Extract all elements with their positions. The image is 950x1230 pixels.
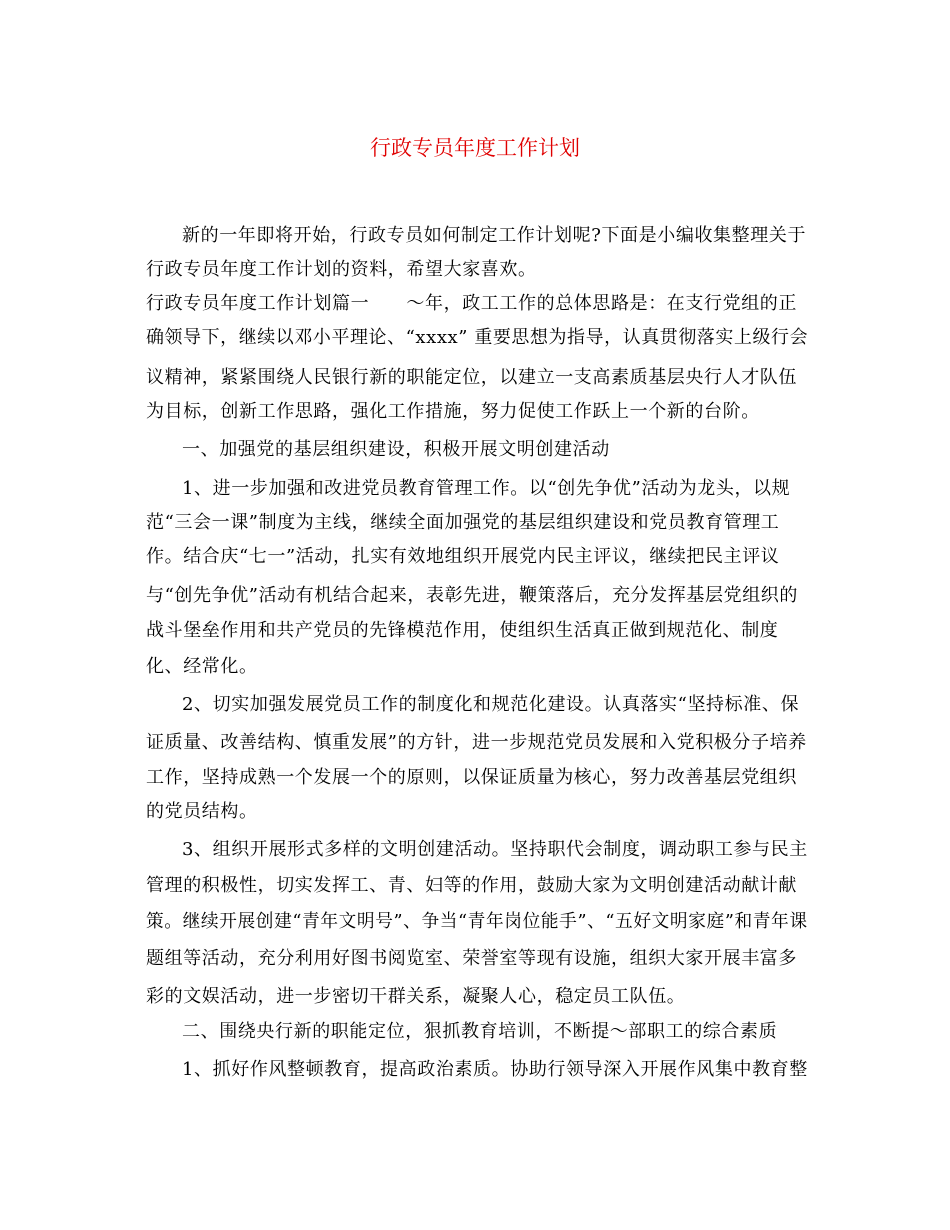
body-line: 确领导下，继续以邓小平理论、“xxxx” 重要思想为指导，认真贯彻落实上级行会 bbox=[146, 327, 809, 348]
body-line: 彩的文娱活动，进一步密切干群关系，凝聚人心，稳定员工队伍。 bbox=[146, 986, 686, 1007]
document-title: 行政专员年度工作计划 bbox=[370, 136, 580, 160]
body-line: 战斗堡垒作用和共产党员的先锋模范作用，使组织生活真正做到规范化、制度 bbox=[146, 620, 779, 641]
section-heading: 一、加强党的基层组织建设，积极开展文明创建活动 bbox=[182, 439, 610, 460]
body-line: 为目标，创新工作思路，强化工作措施，努力促使工作跃上一个新的台阶。 bbox=[146, 401, 760, 422]
body-line: 与“创先争优”活动有机结合起来，表彰先进，鞭策落后，充分发挥基层党组织的 bbox=[146, 585, 799, 606]
body-line: 策。继续开展创建“青年文明号”、争当“青年岗位能手”、“五好文明家庭”和青年课 bbox=[146, 911, 808, 932]
body-line: 1、进一步加强和改进党员教育管理工作。以“创先争优”活动为龙头，以规 bbox=[182, 478, 791, 499]
body-line: 范“三会一课”制度为主线，继续全面加强党的基层组织建设和党员教育管理工 bbox=[146, 512, 780, 533]
body-line: 议精神，紧紧围绕人民银行新的职能定位，以建立一支高素质基层央行人才队伍 bbox=[146, 367, 797, 388]
body-line: 新的一年即将开始，行政专员如何制定工作计划呢?下面是小编收集整理关于 bbox=[182, 225, 807, 246]
body-line: 题组等活动，充分利用好图书阅览室、荣誉室等现有设施，组织大家开展丰富多 bbox=[146, 948, 797, 969]
body-line: 证质量、改善结构、慎重发展”的方针，进一步规范党员发展和入党积极分子培养 bbox=[146, 732, 807, 753]
section-heading: 二、围绕央行新的职能定位，狠抓教育培训，不断提～部职工的综合素质 bbox=[182, 1021, 778, 1042]
body-line: 3、组织开展形式多样的文明创建活动。坚持职代会制度，调动职工参与民主 bbox=[182, 839, 808, 860]
body-line: 行政专员年度工作计划的资料，希望大家喜欢。 bbox=[146, 259, 537, 280]
body-line: 作。结合庆“七一”活动，扎实有效地组织开展党内民主评议，继续把民主评议 bbox=[146, 546, 780, 567]
body-line: 工作，坚持成熟一个发展一个的原则，以保证质量为核心，努力改善基层党组织 bbox=[146, 767, 797, 788]
body-line: 的党员结构。 bbox=[146, 801, 258, 822]
body-line: 1、抓好作风整顿教育，提高政治素质。协助行领导深入开展作风集中教育整 bbox=[182, 1059, 808, 1080]
body-line: 行政专员年度工作计划篇一 ～年，政工工作的总体思路是：在支行党组的正 bbox=[146, 293, 797, 314]
body-line: 化、经常化。 bbox=[146, 656, 258, 677]
body-line: 管理的积极性，切实发挥工、青、妇等的作用，鼓励大家为文明创建活动献计献 bbox=[146, 875, 797, 896]
body-line: 2、切实加强发展党员工作的制度化和规范化建设。认真落实“坚持标准、保 bbox=[182, 694, 800, 715]
